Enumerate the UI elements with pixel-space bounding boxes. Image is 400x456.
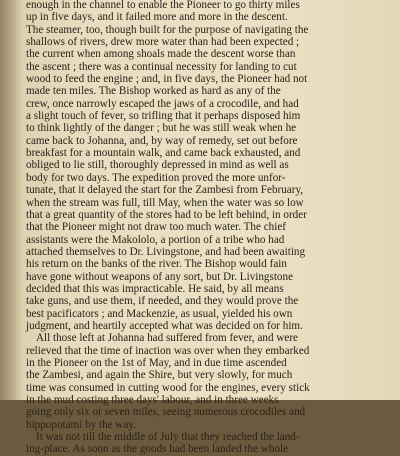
- text-line: judgment, and heartily accepted what was decided on for him.: [26, 319, 303, 332]
- text-line: the current when among shoals made the descent worse than: [26, 48, 296, 61]
- text-line: that the Pioneer might not draw too much water. The chief: [26, 221, 286, 234]
- text-line: going only six or seven miles, seeing numerous crocodiles and: [26, 406, 306, 419]
- text-line: body for two days. The expedition proved the more unfor-: [26, 171, 286, 184]
- text-line: in the mud costing three days' labour, and in three weeks: [26, 394, 279, 406]
- text-line: that a great quantity of the stores had to be left behind, in order: [26, 208, 307, 221]
- text-line: ing-place. As soon as the goods had been landed the whole: [26, 443, 289, 456]
- text-line: best pacificators ; and Mackenzie, as usual, yielded his own: [26, 307, 293, 320]
- text-line: assistants were the Makololo, a portion of a tribe who had: [26, 233, 285, 246]
- text-line: made ten miles. The Bishop worked as hard as any of the: [26, 85, 281, 98]
- text-line: his return on the banks of the river. The Bishop would fain: [26, 258, 287, 271]
- text-line: crew, once narrowly escaped the jaws of a crocodile, and had: [26, 97, 299, 110]
- text-line: to think lightly of the danger ; but he was still weak when he: [26, 122, 297, 135]
- body-text: [26, 0, 394, 456]
- text-line: decided that this was impracticable. He said, by all means: [26, 282, 284, 295]
- text-line: take guns, and use them, if needed, and they would prove the: [26, 295, 299, 308]
- text-line: The steamer, too, though built for the purpose of navigating the: [26, 23, 309, 36]
- text-line: hippopotami by the way.: [26, 418, 137, 431]
- text-line: All those left at Johanna had suffered from fever, and were: [36, 332, 298, 345]
- text-line: when the stream was full, till May, when the water was so low: [26, 196, 304, 209]
- text-line: It was not till the middle of July that they reached the land-: [36, 431, 300, 444]
- text-line: breakfast for a mountain walk, and came back exhausted, and: [26, 147, 301, 160]
- text-line: enough in the channel to enable the Pioneer to go thirty miles: [26, 0, 300, 11]
- text-line: have gone without weapons of any sort, but Dr. Livingstone: [26, 270, 294, 283]
- text-line: the Zambesi, and again the Shire, but very slowly, for much: [26, 369, 293, 382]
- text-line: a slight touch of fever, so trifling that it perhaps disposed him: [26, 110, 301, 123]
- text-line: obliged to lie still, thoroughly depressed in mind as well as: [26, 159, 289, 172]
- text-line: tunate, that it delayed the start for the Zambesi from February,: [26, 184, 304, 197]
- text-line: up in five days, and it failed more and more in the descent.: [26, 11, 288, 24]
- text-line: in the Pioneer on the 1st of May, and in due time ascended: [26, 356, 287, 369]
- text-line: wood to feed the engine ; and, in five days, the Pioneer had not: [26, 73, 308, 86]
- text-line: the ascent ; there was a continual necessity for landing to cut: [26, 60, 297, 73]
- text-line: shallows of rivers, drew more water than had been expected ;: [26, 36, 300, 49]
- text-line: relieved that the time of inaction was over when they embarked: [26, 344, 310, 357]
- text-line: came back to Johanna, and, by way of remedy, set out before: [26, 134, 298, 147]
- text-line: time was consumed in cutting wood for the engines, every stick: [26, 381, 310, 394]
- text-line: attached themselves to Dr. Livingstone, and had been awaiting: [26, 245, 306, 258]
